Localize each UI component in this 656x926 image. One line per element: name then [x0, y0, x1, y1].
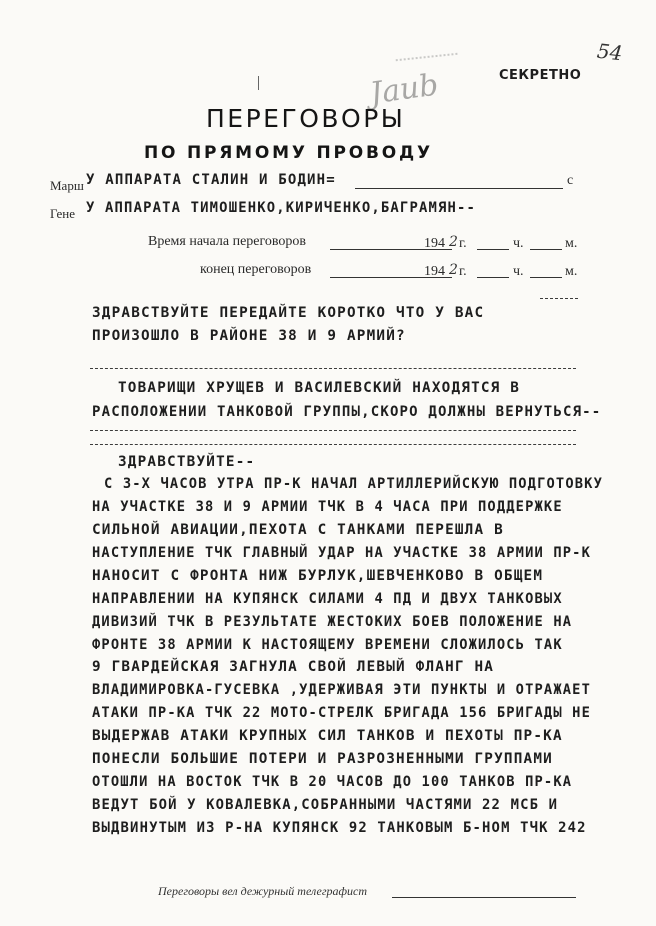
- footer-signature-line: [392, 897, 576, 898]
- handwritten-mark: Jaub: [367, 67, 441, 112]
- typed-line: ДИВИЗИЙ ТЧК В РЕЗУЛЬТАТЕ ЖЕСТОКИХ БОЕВ ПОЛОЖЕНИЕ НА: [92, 614, 573, 630]
- form-underline-1: [355, 188, 563, 189]
- start-hours-label: ч.: [513, 236, 524, 251]
- document-title: ПЕРЕГОВОРЫ: [206, 104, 406, 133]
- typed-line: НАПРАВЛЕНИИ НА КУПЯНСК СИЛАМИ 4 ПД И ДВУХ ТАНКОВЫХ: [92, 591, 563, 607]
- line-1-participants: У АППАРАТА СТАЛИН И БОДИН=: [86, 172, 336, 188]
- typed-line: ПРОИЗОШЛО В РАЙОНЕ 38 И 9 АРМИЙ?: [92, 328, 406, 344]
- end-hours-label: ч.: [513, 264, 524, 279]
- end-time-label: конец переговоров: [200, 262, 312, 277]
- typed-line: ФРОНТЕ 38 АРМИИ К НАСТОЯЩЕМУ ВРЕМЕНИ СЛОЖИЛОСЬ ТАК: [92, 637, 563, 653]
- end-year-written: 2: [449, 262, 458, 278]
- typed-line: ПОНЕСЛИ БОЛЬШИЕ ПОТЕРИ И РАЗРОЗНЕННЫМИ ГРУППАМИ: [92, 751, 553, 767]
- typed-line: НАСТУПЛЕНИЕ ТЧК ГЛАВНЫЙ УДАР НА УЧАСТКЕ 38 АРМИИ ПР-К: [92, 545, 592, 561]
- typed-line: АТАКИ ПР-КА ТЧК 22 МОТО-СТРЕЛК БРИГАДА 156 БРИГАДЫ НЕ: [92, 705, 592, 721]
- typed-line: СИЛЬНОЙ АВИАЦИИ,ПЕХОТА С ТАНКАМИ ПЕРЕШЛА В: [92, 522, 504, 538]
- typed-line: ОТОШЛИ НА ВОСТОК ТЧК В 20 ЧАСОВ ДО 100 ТАНКОВ ПР-КА: [92, 774, 573, 790]
- end-year-print: 194: [424, 264, 445, 279]
- footer-telegraphist-note: Переговоры вел дежурный телеграфист: [158, 884, 368, 898]
- document-subtitle: ПО ПРЯМОМУ ПРОВОДУ: [144, 143, 433, 163]
- end-minutes-label: м.: [565, 264, 578, 279]
- handwritten-tick: [258, 76, 259, 90]
- start-time-label: Время начала переговоров: [148, 234, 307, 249]
- start-year-print: 194: [424, 236, 445, 251]
- typed-line: ВЫДЕРЖАВ АТАКИ КРУПНЫХ СИЛ ТАНКОВ И ПЕХОТЫ ПР-КА: [92, 728, 563, 744]
- form-label-from: с: [567, 173, 574, 188]
- typed-line: 9 ГВАРДЕЙСКАЯ ЗАГНУЛА СВОЙ ЛЕВЫЙ ФЛАНГ НА: [92, 659, 495, 675]
- form-label-rank-1: Марш: [50, 178, 84, 193]
- line-2-participants: У АППАРАТА ТИМОШЕНКО,КИРИЧЕНКО,БАГРАМЯН--: [86, 200, 477, 216]
- start-hours-underline: [477, 249, 509, 250]
- typed-line: НА УЧАСТКЕ 38 И 9 АРМИИ ТЧК В 4 ЧАСА ПРИ ПОДДЕРЖКЕ: [92, 499, 563, 515]
- typed-line: ТОВАРИЩИ ХРУЩЕВ И ВАСИЛЕВСКИЙ НАХОДЯТСЯ В: [118, 380, 521, 396]
- handwritten-scribble: [396, 53, 459, 69]
- blank-row: [90, 368, 576, 369]
- end-hours-underline: [477, 277, 509, 278]
- typed-line: ВЕДУТ БОЙ У КОВАЛЕВКА,СОБРАННЫМИ ЧАСТЯМИ 22 МСБ И: [92, 797, 559, 813]
- start-minutes-underline: [530, 249, 562, 250]
- typed-line: ВЛАДИМИРОВКА-ГУСЕВКА ,УДЕРЖИВАЯ ЭТИ ПУНКТЫ И ОТРАЖАЕТ: [92, 682, 592, 698]
- blank-row: [90, 444, 576, 445]
- start-year-written: 2: [449, 234, 458, 250]
- end-minutes-underline: [530, 277, 562, 278]
- form-label-rank-2: Гене: [50, 206, 76, 221]
- typed-line: ЗДРАВСТВУЙТЕ--: [118, 454, 256, 470]
- blank-row: [90, 430, 576, 431]
- page-number: 54: [595, 38, 624, 66]
- blank-row: [540, 298, 578, 299]
- classification-stamp: СЕКРЕТНО: [499, 68, 582, 83]
- start-year-suffix: г.: [459, 236, 467, 251]
- typed-line: НАНОСИТ С ФРОНТА НИЖ БУРЛУК,ШЕВЧЕНКОВО В ОБЩЕМ: [92, 568, 544, 584]
- typed-line: ВЫДВИНУТЫМ ИЗ Р-НА КУПЯНСК 92 ТАНКОВЫМ Б-НОМ ТЧК 242: [92, 820, 587, 836]
- typed-line: РАСПОЛОЖЕНИИ ТАНКОВОЙ ГРУППЫ,СКОРО ДОЛЖНЫ ВЕРНУТЬСЯ--: [92, 404, 602, 420]
- start-minutes-label: м.: [565, 236, 578, 251]
- typed-line: ЗДРАВСТВУЙТЕ ПЕРЕДАЙТЕ КОРОТКО ЧТО У ВАС: [92, 305, 485, 321]
- typed-line: С 3-Х ЧАСОВ УТРА ПР-К НАЧАЛ АРТИЛЛЕРИЙСКУЮ ПОДГОТОВКУ: [104, 476, 604, 492]
- end-year-suffix: г.: [459, 264, 467, 279]
